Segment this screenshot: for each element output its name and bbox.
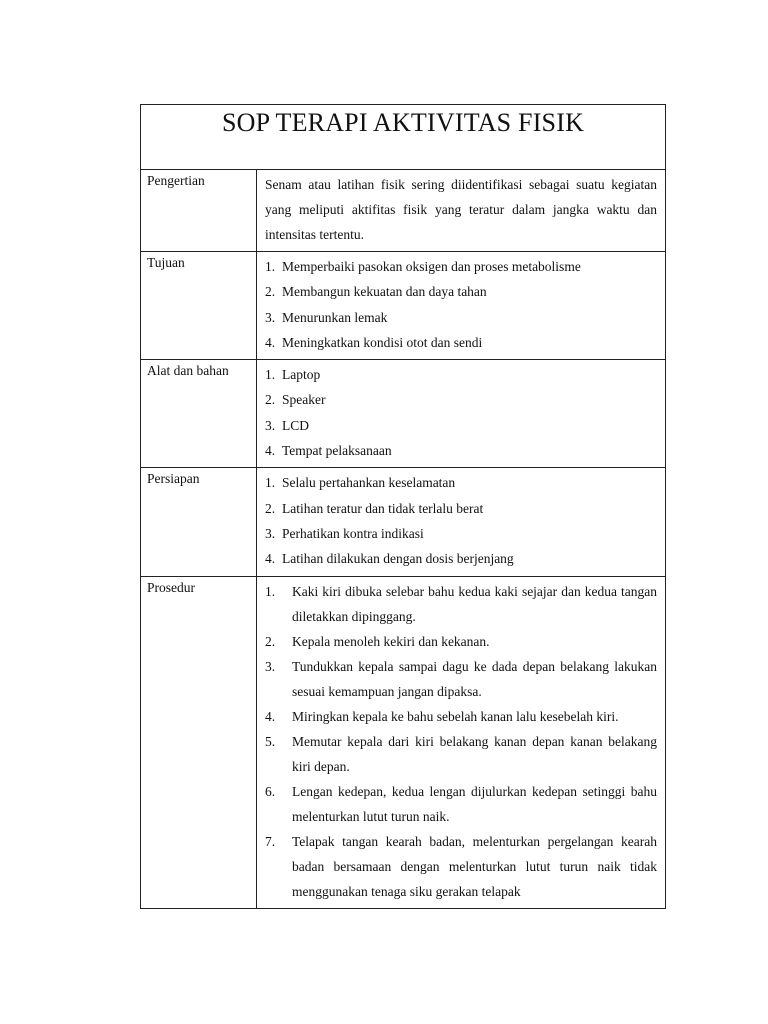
row-pengertian: [141, 170, 666, 252]
list-item-number: 1.: [265, 259, 276, 274]
list-item-number: 4.: [265, 708, 276, 724]
list-item-number: 4.: [265, 551, 276, 567]
list-item-text: Tempat pelaksanaan: [282, 443, 392, 459]
row-label-tujuan: Tujuan: [141, 252, 257, 360]
prosedur-list: [265, 579, 657, 904]
tujuan-list: [265, 254, 657, 355]
list-item-number: 4.: [265, 334, 276, 350]
list-item-text: Tundukkan kepala sampai dagu ke dada depan belakang lakukan sesuai kemampuan jangan dipaksa.: [292, 658, 657, 699]
list-item-text: Selalu pertahankan keselamatan: [282, 475, 456, 491]
title-cell: [141, 105, 666, 170]
list-item: [265, 470, 657, 495]
list-item-text: Latihan dilakukan dengan dosis berjenjang: [282, 551, 514, 567]
document-title: SOP TERAPI AKTIVITAS FISIK: [221, 108, 585, 137]
list-item-number: 3.: [265, 658, 276, 674]
list-item-number: 1.: [265, 583, 276, 599]
list-item-number: 3.: [265, 525, 276, 541]
list-item: [265, 546, 657, 571]
persiapan-list: [265, 470, 657, 571]
list-item-number: 5.: [265, 733, 276, 749]
alat-list: [265, 362, 657, 463]
list-item-number: 7.: [265, 833, 276, 849]
list-item-text: Meningkatkan kondisi otot dan sendi: [282, 334, 483, 350]
list-item-number: 2.: [265, 392, 276, 408]
list-item-number: 4.: [265, 443, 276, 459]
list-item: [265, 438, 657, 463]
list-item: [265, 654, 657, 704]
pengertian-text: Senam atau latihan fisik sering diidentifikasi sebagai suatu kegiatan yang meliputi aktifitas fisik yang teratur dalam jangka waktu dan intensitas tertentu.: [265, 177, 657, 242]
row-alat: [141, 360, 666, 468]
list-item: [265, 629, 657, 654]
list-item-number: 6.: [265, 783, 276, 799]
sop-table: [140, 104, 666, 909]
list-item-text: Membangun kekuatan dan daya tahan: [282, 284, 487, 300]
list-item-text: Perhatikan kontra indikasi: [282, 525, 424, 541]
list-item-text: Laptop: [282, 367, 321, 383]
list-item: [265, 305, 657, 330]
list-item-text: Miringkan kepala ke bahu sebelah kanan lalu kesebelah kiri.: [292, 708, 619, 724]
tujuan-cell: [257, 252, 666, 360]
list-item-text: Menurunkan lemak: [282, 309, 388, 325]
list-item-text: Lengan kedepan, kedua lengan dijulurkan kedepan setinggi bahu melenturkan lutut turun naik.: [292, 783, 657, 824]
list-item-number: 1.: [265, 475, 276, 491]
row-prosedur: [141, 576, 666, 908]
list-item-number: 1.: [265, 367, 276, 383]
alat-cell: [257, 360, 666, 468]
list-item: [265, 779, 657, 829]
list-item: [265, 330, 657, 355]
list-item: [265, 496, 657, 521]
list-item: [265, 254, 657, 279]
list-item-text: Memutar kepala dari kiri belakang kanan depan kanan belakang kiri depan.: [292, 733, 657, 774]
list-item-number: 3.: [265, 417, 276, 433]
list-item: [265, 521, 657, 546]
list-item: [265, 829, 657, 904]
list-item-number: 2.: [265, 284, 276, 300]
list-item: [265, 362, 657, 387]
list-item-number: 3.: [265, 309, 276, 325]
list-item: [265, 729, 657, 779]
title-row: [141, 105, 666, 170]
list-item: [265, 279, 657, 304]
row-label-pengertian: Pengertian: [141, 170, 257, 252]
list-item-text: Latihan teratur dan tidak terlalu berat: [282, 500, 484, 516]
list-item: [265, 387, 657, 412]
list-item-number: 2.: [265, 500, 276, 516]
row-persiapan: [141, 468, 666, 576]
list-item: [265, 579, 657, 629]
row-tujuan: [141, 252, 666, 360]
row-label-prosedur: Prosedur: [141, 576, 257, 908]
row-label-alat: Alat dan bahan: [141, 360, 257, 468]
list-item: [265, 413, 657, 438]
list-item-text: Memperbaiki pasokan oksigen dan proses metabolisme: [282, 259, 581, 274]
list-item-text: LCD: [282, 417, 309, 433]
list-item-text: Speaker: [282, 392, 326, 408]
persiapan-cell: [257, 468, 666, 576]
list-item: [265, 704, 657, 729]
prosedur-cell: [257, 576, 666, 908]
row-label-persiapan: Persiapan: [141, 468, 257, 576]
list-item-text: Telapak tangan kearah badan, melenturkan pergelangan kearah badan bersamaan dengan melenturkan lutut turun naik tidak menggunakan tenaga siku gerakan telapak: [292, 833, 657, 899]
list-item-text: Kepala menoleh kekiri dan kekanan.: [292, 633, 490, 649]
list-item-number: 2.: [265, 633, 276, 649]
pengertian-cell: [257, 170, 666, 252]
list-item-text: Kaki kiri dibuka selebar bahu kedua kaki sejajar dan kedua tangan diletakkan dipinggang.: [292, 583, 657, 624]
